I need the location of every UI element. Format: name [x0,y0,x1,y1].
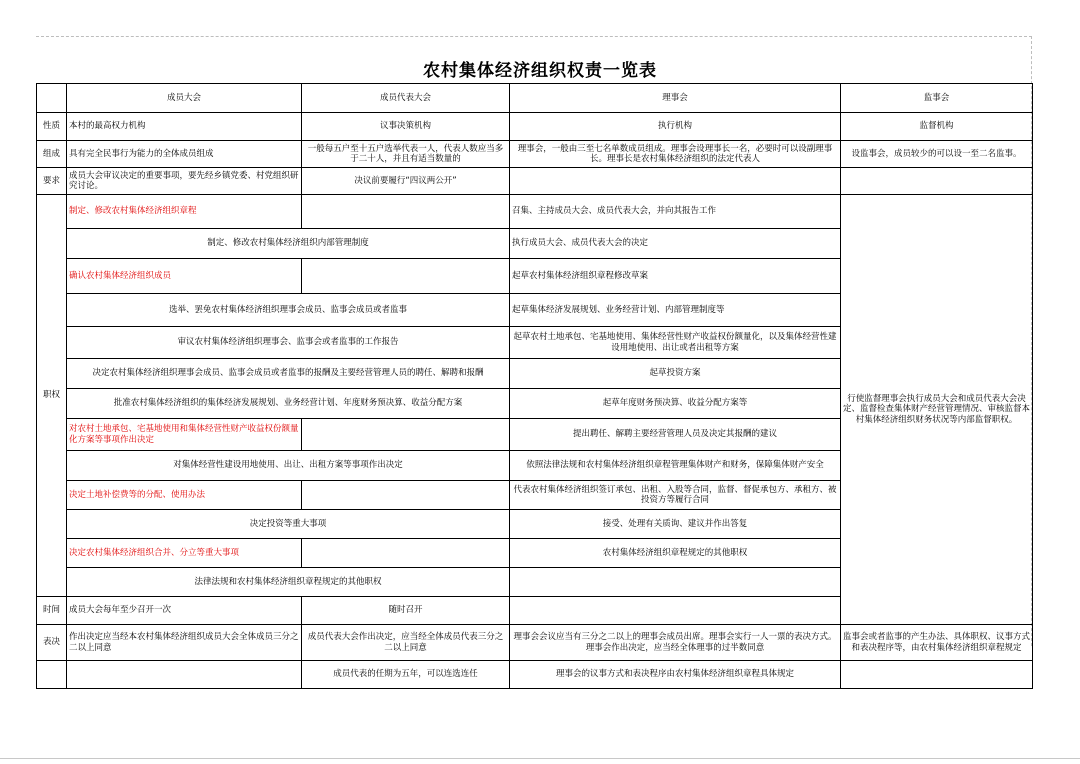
powers-member-cell: 决定农村集体经济组织合并、分立等重大事项 [67,539,302,568]
powers-representative-cell [302,481,510,510]
powers-member-cell: 制定、修改农村集体经济组织内部管理制度 [67,229,510,259]
powers-member-cell: 选举、罢免农村集体经济组织理事会成员、监事会成员或者监事 [67,294,510,327]
powers-member-cell: 批准农村集体经济组织的集体经济发展规划、业务经营计划、年度财务预决算、收益分配方案 [67,389,510,419]
powers-council-cell: 代表农村集体经济组织签订承包、出租、入股等合同，监督、督促承包方、承租方、被投资方等履行合同 [510,481,841,510]
header-supervisory-board: 监事会 [841,84,1033,113]
composition-supervisory-cell: 设监事会，成员较少的可以设一至二名监事。 [841,141,1033,168]
nature-representative-cell: 议事决策机构 [302,113,510,141]
powers-council-cell: 召集、主持成员大会、成员代表大会，并向其报告工作 [510,195,841,229]
powers-representative-cell [302,419,510,451]
powers-member-cell: 审议农村集体经济组织理事会、监事会或者监事的工作报告 [67,327,510,359]
term-council-cell: 理事会的议事方式和表决程序由农村集体经济组织章程具体规定 [510,661,841,689]
powers-representative-cell [302,259,510,294]
requirement-council-cell [510,168,841,195]
composition-member-cell: 具有完全民事行为能力的全体成员组成 [67,141,302,168]
powers-member-cell: 法律法规和农村集体经济组织章程规定的其他职权 [67,568,510,597]
powers-member-cell: 决定农村集体经济组织理事会成员、监事会成员或者监事的报酬及主要经营管理人员的聘任、解聘和报酬 [67,359,510,389]
row-label-composition: 组成 [37,141,67,168]
row-label-requirement: 要求 [37,168,67,195]
row-label-nature: 性质 [37,113,67,141]
row-label-time: 时间 [37,597,67,625]
powers-member-cell: 决定投资等重大事项 [67,510,510,539]
header-representative-assembly: 成员代表大会 [302,84,510,113]
header-corner [37,84,67,113]
responsibility-table [36,83,1033,689]
powers-member-cell: 决定土地补偿费等的分配、使用办法 [67,481,302,510]
voting-row [37,625,1033,661]
composition-council-cell: 理事会，一般由三至七名单数成员组成。理事会设理事长一名，必要时可以设副理事长。理事长是农村集体经济组织的法定代表人 [510,141,841,168]
composition-representative-cell: 一般每五户至十五户选举代表一人，代表人数应当多于二十人，并且有适当数量的 [302,141,510,168]
powers-council-cell: 起草集体经济发展规划、业务经营计划、内部管理制度等 [510,294,841,327]
requirement-supervisory-cell [841,168,1033,195]
row-label-voting: 表决 [37,625,67,661]
time-member-cell: 成员大会每年至少召开一次 [67,597,302,625]
voting-member-cell: 作出决定应当经本农村集体经济组织成员大会全体成员三分之二以上同意 [67,625,302,661]
requirement-representative-cell: 决议前要履行“四议两公开” [302,168,510,195]
nature-member-cell: 本村的最高权力机构 [67,113,302,141]
term-representative-cell: 成员代表的任期为五年，可以连选连任 [302,661,510,689]
nature-row [37,113,1033,141]
time-representative-cell: 随时召开 [302,597,510,625]
requirement-member-cell: 成员大会审议决定的重要事项，要先经乡镇党委、村党组织研究讨论。 [67,168,302,195]
header-council: 理事会 [510,84,841,113]
powers-council-cell: 依照法律法规和农村集体经济组织章程管理集体财产和财务，保障集体财产安全 [510,451,841,481]
powers-council-cell: 执行成员大会、成员代表大会的决定 [510,229,841,259]
term-label-cell [37,661,67,689]
requirement-row [37,168,1033,195]
powers-row [37,195,1033,229]
header-member-assembly: 成员大会 [67,84,302,113]
voting-supervisory-cell: 监事会或者监事的产生办法、具体职权、议事方式和表决程序等，由农村集体经济组织章程规定 [841,625,1033,661]
voting-representative-cell: 成员代表大会作出决定，应当经全体成员代表三分之二以上同意 [302,625,510,661]
powers-supervisory-cell: 行使监督理事会执行成员大会和成员代表大会决定、监督检查集体财产经营管理情况、审核监督本村集体经济组织财务状况等内部监督职权。 [841,195,1033,625]
powers-representative-cell [302,539,510,568]
nature-supervisory-cell: 监督机构 [841,113,1033,141]
powers-member-cell: 对农村土地承包、宅基地使用和集体经营性财产收益权份额量化方案等事项作出决定 [67,419,302,451]
powers-council-cell: 接受、处理有关质询、建议并作出答复 [510,510,841,539]
page-bottom-edge [0,758,1080,759]
powers-council-cell: 起草农村土地承包、宅基地使用、集体经营性财产收益权份额量化，以及集体经营性建设用地使用、出让或者出租等方案 [510,327,841,359]
powers-council-cell [510,568,841,597]
powers-representative-cell [302,195,510,229]
powers-council-cell: 农村集体经济组织章程规定的其他职权 [510,539,841,568]
powers-member-cell: 对集体经营性建设用地使用、出让、出租方案等事项作出决定 [67,451,510,481]
page-title: 农村集体经济组织权责一览表 [423,61,657,81]
powers-council-cell: 起草农村集体经济组织章程修改草案 [510,259,841,294]
header-row [37,84,1033,113]
row-label-powers: 职权 [37,195,67,597]
term-member-cell [67,661,302,689]
composition-row [37,141,1033,168]
term-supervisory-cell [841,661,1033,689]
time-council-cell [510,597,841,625]
page-frame-top [36,36,1032,37]
powers-member-cell: 制定、修改农村集体经济组织章程 [67,195,302,229]
powers-council-cell: 起草投资方案 [510,359,841,389]
powers-council-cell: 提出聘任、解聘主要经营管理人员及决定其报酬的建议 [510,419,841,451]
powers-member-cell: 确认农村集体经济组织成员 [67,259,302,294]
powers-council-cell: 起草年度财务预决算、收益分配方案等 [510,389,841,419]
term-row [37,661,1033,689]
voting-council-cell: 理事会会议应当有三分之二以上的理事会成员出席。理事会实行一人一票的表决方式。理事会作出决定，应当经全体理事的过半数同意 [510,625,841,661]
nature-council-cell: 执行机构 [510,113,841,141]
